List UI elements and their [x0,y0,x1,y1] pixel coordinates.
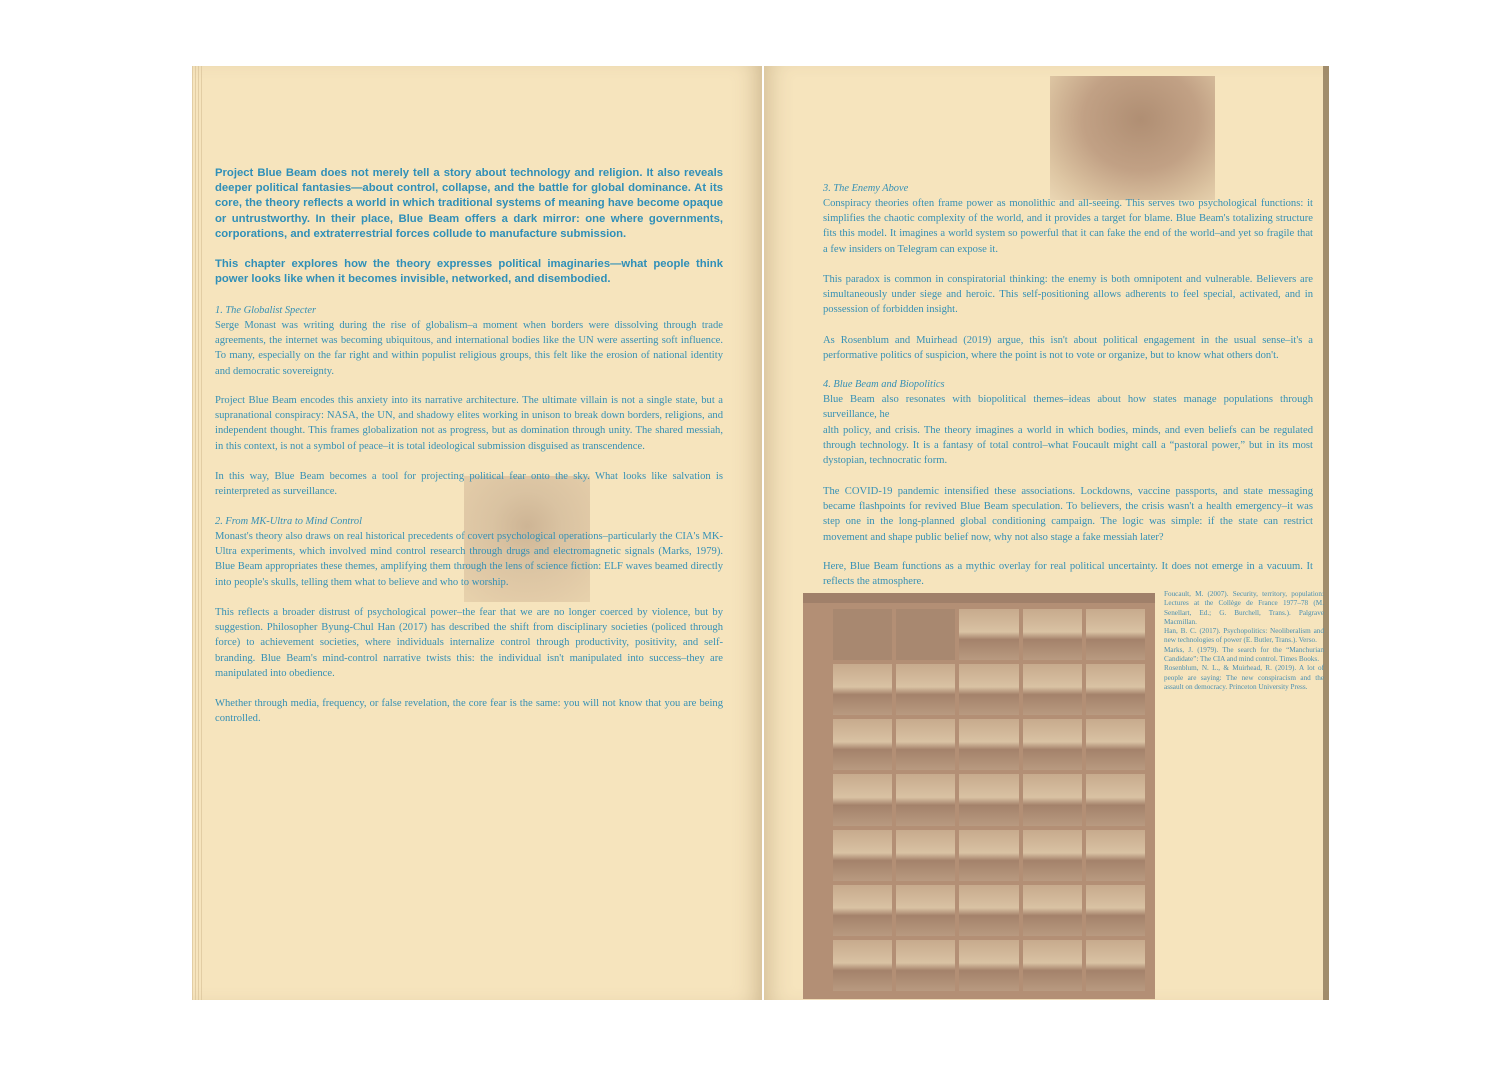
film-frame [896,885,955,936]
page-stack-edge [192,66,204,1000]
film-frame [896,940,955,991]
film-frame [1086,830,1145,881]
film-frame [833,774,892,825]
film-frame [1086,664,1145,715]
film-frame [1086,609,1145,660]
lead-paragraph: Project Blue Beam does not merely tell a story about technology and religion. It also reveals deeper political fantasies—about control, collapse, and the battle for global dominance. At its core, the theory reflects a world in which traditional systems of meaning have become opaque or untrustworthy. In their place, Blue Beam offers a dark mirror: one where governments, corporations, and extraterrestrial forces collude to manufacture submission. [215,167,723,240]
film-frame [1086,940,1145,991]
section-heading: 1. The Globalist Specter [215,305,317,316]
film-frame [833,664,892,715]
film-frame [959,664,1018,715]
film-frame [959,609,1018,660]
film-frame [959,885,1018,936]
body-paragraph: In this way, Blue Beam becomes a tool for projecting political fear onto the sky. What looks like salvation is reinterpreted as surveillance. [215,471,723,498]
film-frame [959,774,1018,825]
film-frame [1023,885,1082,936]
body-paragraph: Project Blue Beam encodes this anxiety into its narrative architecture. The ultimate villain is not a single state, but a supranational conspiracy: NASA, the UN, and shadowy elites working in unison to break down borders, religions, and independent thought. This frames globalization not as progress, but as domination through unity. The shared messiah, in this context, is not a symbol of peace–it is total ideological submission disguised as transcendence. [215,395,723,452]
reference-item: Han, B. C. (2017). Psychopolitics: Neoliberalism and new technologies of power (E. Butler, Trans.). Verso. [1164,627,1324,645]
contact-sheet-photo [803,593,1155,999]
body-paragraph: Here, Blue Beam functions as a mythic overlay for real political uncertainty. It does not emerge in a vacuum. It reflects the atmosphere. [823,561,1313,588]
film-frame [833,719,892,770]
film-frame [896,664,955,715]
reference-item: Rosenblum, N. L., & Muirhead, R. (2019). A lot of people are saying: The new conspiracism and the assault on democracy. Princeton University Press. [1164,664,1324,691]
body-paragraph: Blue Beam also resonates with biopolitical themes–ideas about how states manage populations through surveillance, he [823,394,1313,421]
body-paragraph: As Rosenblum and Muirhead (2019) argue, this isn't about political engagement in the usual sense–it's a performative politics of suspicion, where the point is not to vote or organize, but to know what others don't. [823,335,1313,362]
film-frame [896,719,955,770]
body-paragraph: This reflects a broader distrust of psychological power–the fear that we are no longer coerced by violence, but by suggestion. Philosopher Byung-Chul Han (2017) has described the shift from disciplinary societies (policed through force) to achievement societies, where individuals internalize control through productivity, positivity, and self-branding. Blue Beam's mind-control narrative twists this: the individual isn't manipulated into success–they are manipulated into obedience. [215,607,723,679]
film-frame [1086,774,1145,825]
film-frame [1023,664,1082,715]
right-page-edge [1323,66,1329,1000]
film-frame [1023,940,1082,991]
film-frame [1023,774,1082,825]
body-paragraph: Monast's theory also draws on real historical precedents of covert psychological operations–particularly the CIA's MK-Ultra experiments, which involved mind control research through drugs and electromagnetic signals (Marks, 1979). Blue Beam appropriates these themes, amplifying them through the lens of science fiction: ELF waves beamed directly into people's skulls, telling them what to believe and who to worship. [215,531,723,588]
reference-item: Marks, J. (1979). The search for the “Manchurian Candidate”: The CIA and mind control. Times Books. [1164,645,1324,664]
film-frame [1086,719,1145,770]
film-frame [1023,830,1082,881]
reference-item: Foucault, M. (2007). Security, territory, population: Lectures at the Collège de France 1977–78 (M. Senellart, Ed.; G. Burchell, Trans.). Palgrave Macmillan. [1164,590,1324,626]
body-paragraph: Whether through media, frequency, or false revelation, the core fear is the same: you will not know that you are being controlled. [215,698,723,725]
film-frame [833,940,892,991]
lead-paragraph-2: This chapter explores how the theory expresses political imaginaries—what people think power looks like when it becomes invisible, networked, and disembodied. [215,258,723,286]
film-frame [896,609,955,660]
film-frame [1023,719,1082,770]
film-frame [959,830,1018,881]
film-frame [833,885,892,936]
body-paragraph: Conspiracy theories often frame power as monolithic and all-seeing. This serves two psychological functions: it simplifies the chaotic complexity of the world, and it provides a target for blame. Blue Beam's totalizing structure fits this model. It imagines a world system so powerful that it can fake the end of the world–and yet so fragile that a few insiders on Telegram can expose it. [823,198,1313,255]
film-frame [833,830,892,881]
film-frame [1086,885,1145,936]
film-strip-border [803,593,1155,603]
section-heading: 4. Blue Beam and Biopolitics [823,379,945,390]
film-frame [896,774,955,825]
references-list [1164,590,1324,692]
body-paragraph: The COVID-19 pandemic intensified these associations. Lockdowns, vaccine passports, and state messaging became flashpoints for revived Blue Beam speculation. To believers, the crisis wasn't a health emergency–it was step one in the long-planned global conditioning campaign. The logic was simple: if the state can restrict movement and shape public belief now, why not also stage a fake messiah later? [823,486,1313,543]
section-heading: 2. From MK-Ultra to Mind Control [215,516,363,527]
film-frame [1023,609,1082,660]
body-paragraph: alth policy, and crisis. The theory imagines a world in which bodies, minds, and even beliefs can be regulated through technology. It is a fantasy of total control–what Foucault might call a “pastoral power,” but in its most dystopian, technocratic form. [823,425,1313,467]
body-paragraph: This paradox is common in conspiratorial thinking: the enemy is both omnipotent and vulnerable. Believers are simultaneously under siege and heroic. This self-positioning allows adherents to feel special, activated, and in possession of forbidden insight. [823,274,1313,316]
film-frame [959,719,1018,770]
film-frame [833,609,892,660]
body-paragraph: Serge Monast was writing during the rise of globalism–a moment when borders were dissolving through trade agreements, the internet was becoming ubiquitous, and international bodies like the UN were asserting soft influence. To many, especially on the far right and within populist religious groups, this felt like the erosion of national identity and democratic sovereignty. [215,320,723,377]
film-frame [896,830,955,881]
film-frame [959,940,1018,991]
section-heading: 3. The Enemy Above [823,183,909,194]
